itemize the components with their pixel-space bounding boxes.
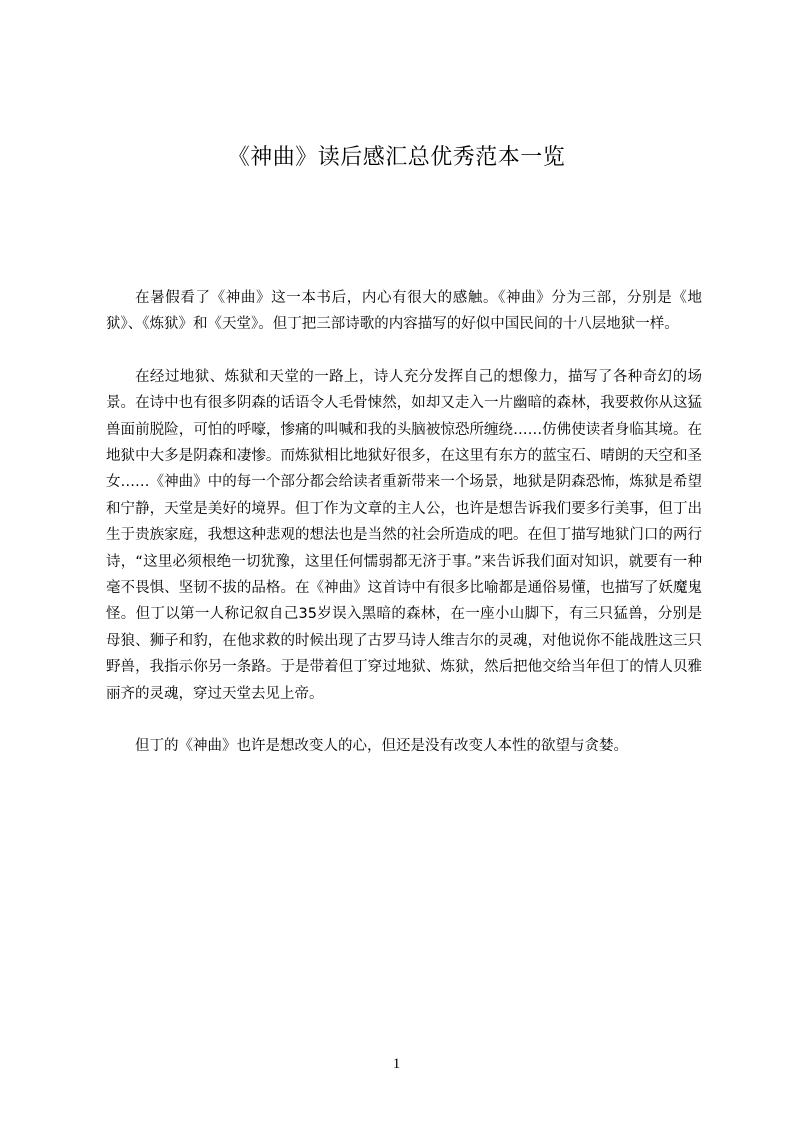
paragraph-conclusion: 但丁的《神曲》也许是想改变人的心，但还是没有改变人本性的欲望与贪婪。 (135, 738, 628, 755)
page-title: 《神曲》读后感汇总优秀范本一览 (227, 145, 566, 170)
paragraph-intro: 在暑假看了《神曲》这一本书后，内心有很大的感触。《神曲》分为三部，分别是《地狱》、《炼狱》和《天堂》。但丁把三部诗歌的内容描写的好似中国民间的十八层地狱一样。 (106, 290, 702, 333)
paragraph-main: 在经过地狱、炼狱和天堂的一路上，诗人充分发挥自己的想像力，描写了各种奇幻的场景。在诗中也有很多阴森的话语令人毛骨悚然，如却又走入一片幽暗的森林，我要救你从这猛兽面前脱险，可怕的呼嚎，惨痛的叫喊和我的头脑被惊恐所缠绕……仿佛使读者身临其境。在地狱中大多是阴森和凄惨。而炼狱相比地狱好很多，在这里有东方的蓝宝石、晴朗的天空和圣女……《神曲》中的每一个部分都会给读者重新带来一个场景，地狱是阴森恐怖，炼狱是希望和宁静，天堂是美好的境界。但丁作为文章的主人公，也许是想告诉我们要多行美事，但丁出生于贵族家庭，我想这种悲观的想法也是当然的社会所造成的吧。在但丁描写地狱门口的两行诗，“这里必须根绝一切犹豫，这里任何懦弱都无济于事。”来告诉我们面对知识，就要有一种毫不畏惧、坚韧不拔的品格。在《神曲》这首诗中有很多比喻都是通俗易懂，也描写了妖魔鬼怪。但丁以第一人称记叙自己35岁误入黑暗的森林，在一座小山脚下，有三只猛兽，分别是母狼、狮子和豹，在他求救的时候出现了古罗马诗人维吉尔的灵魂，对他说你不能战胜这三只野兽，我指示你另一条路。于是带着但丁穿过地狱、炼狱，然后把他交给当年但丁的情人贝雅丽齐的灵魂，穿过天堂去见上帝。 (106, 368, 702, 702)
page-number: 1 (392, 1056, 401, 1072)
document-body (106, 285, 702, 760)
